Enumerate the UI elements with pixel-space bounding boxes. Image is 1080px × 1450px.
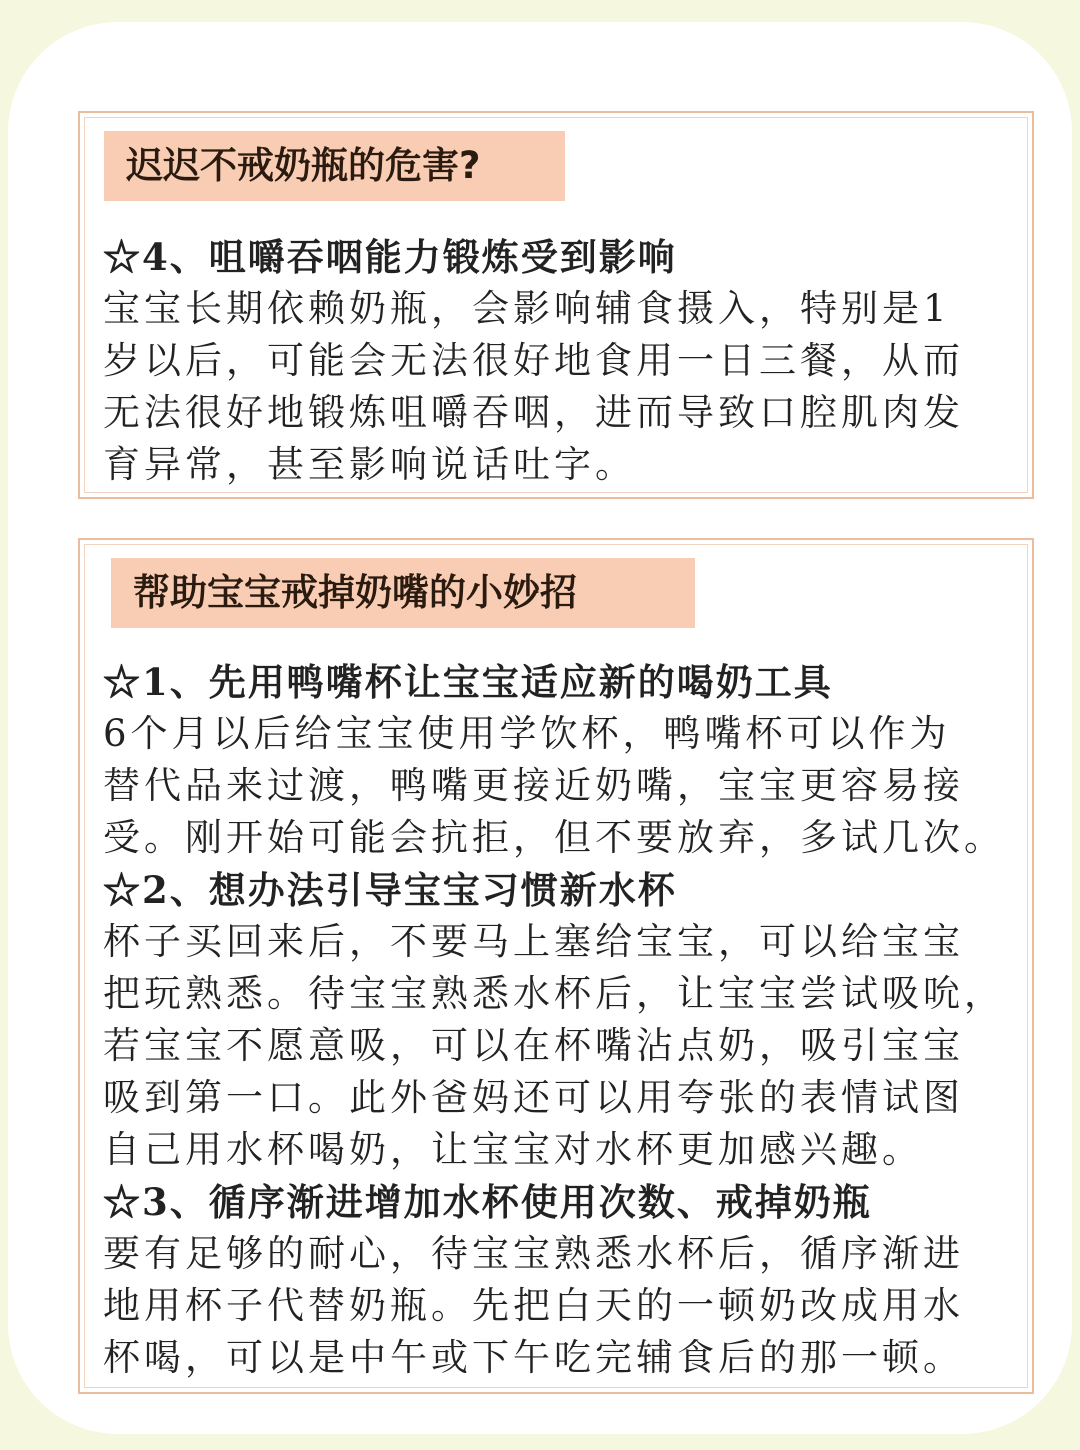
body-line: 无法很好地锻炼咀嚼吞咽，进而导致口腔肌肉发 (103, 391, 964, 434)
body-line: 替代品来过渡，鸭嘴更接近奶嘴，宝宝更容易接 (103, 764, 964, 807)
section-content (103, 656, 1033, 1384)
section-card-tips (78, 538, 1034, 1394)
body-line: 要有足够的耐心，待宝宝熟悉水杯后，循序渐进 (103, 1232, 964, 1275)
body-line: 地用杯子代替奶瓶。先把白天的一顿奶改成用水 (103, 1284, 964, 1327)
body-line: 宝宝长期依赖奶瓶，会影响辅食摄入，特别是1 (103, 287, 951, 330)
section-content (103, 231, 1033, 491)
item-heading: ☆2、想办法引导宝宝习惯新水杯 (103, 868, 677, 912)
page-background (8, 22, 1072, 1434)
item-heading: ☆4、咀嚼吞咽能力锻炼受到影响 (103, 235, 677, 279)
section-card-harms (78, 111, 1034, 499)
body-line: 育异常，甚至影响说话吐字。 (103, 443, 636, 486)
body-line: 受。刚开始可能会抗拒，但不要放弃，多试几次。 (103, 816, 1005, 859)
body-line: 岁以后，可能会无法很好地食用一日三餐，从而 (103, 339, 964, 382)
body-line: 若宝宝不愿意吸，可以在杯嘴沾点奶，吸引宝宝 (103, 1024, 964, 1067)
body-line: 杯喝，可以是中午或下午吃完辅食后的那一顿。 (103, 1336, 964, 1379)
item-heading: ☆1、先用鸭嘴杯让宝宝适应新的喝奶工具 (103, 660, 833, 704)
body-line: 6个月以后给宝宝使用学饮杯，鸭嘴杯可以作为 (103, 712, 951, 755)
section-title: 帮助宝宝戒掉奶嘴的小妙招 (111, 558, 695, 628)
body-line: 杯子买回来后，不要马上塞给宝宝，可以给宝宝 (103, 920, 964, 963)
body-line: 把玩熟悉。待宝宝熟悉水杯后，让宝宝尝试吸吮， (103, 972, 1005, 1015)
body-line: 自己用水杯喝奶，让宝宝对水杯更加感兴趣。 (103, 1128, 923, 1171)
section-title: 迟迟不戒奶瓶的危害? (104, 131, 565, 201)
body-line: 吸到第一口。此外爸妈还可以用夸张的表情试图 (103, 1076, 964, 1119)
item-heading: ☆3、循序渐进增加水杯使用次数、戒掉奶瓶 (103, 1180, 872, 1224)
